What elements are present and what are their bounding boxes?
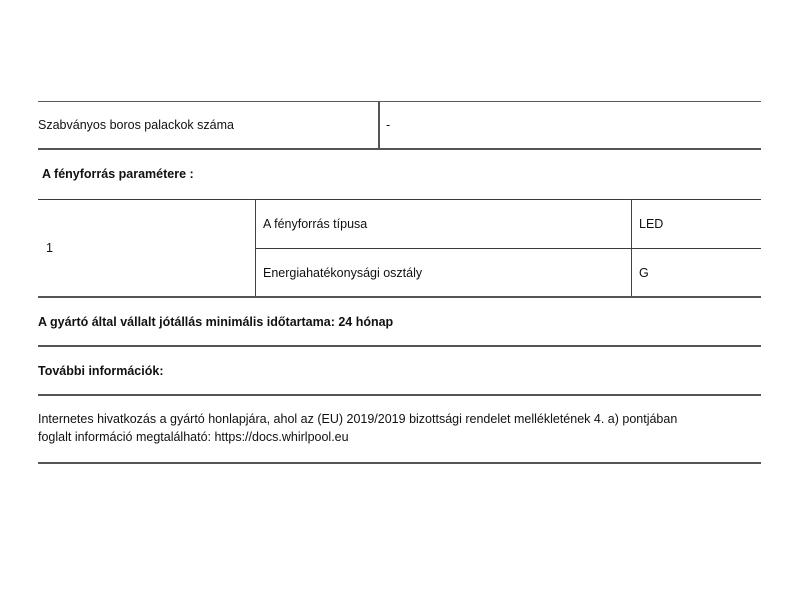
light-source-index: 1 (46, 241, 53, 255)
document-bottom-border (38, 462, 761, 464)
light-source-inner-border (255, 248, 761, 249)
additional-info-line-2-prefix: foglalt információ megtalálható: (38, 430, 215, 444)
wine-bottles-label: Szabványos boros palackok száma (38, 118, 234, 132)
light-source-table-top-border (38, 199, 761, 200)
table-top-border (38, 101, 761, 102)
additional-info-line-1: Internetes hivatkozás a gyártó honlapjára, ahol az (EU) 2019/2019 bizottsági rendelet mellékletének 4. a) pontjában (38, 412, 678, 426)
wine-bottles-bottom-border (38, 148, 761, 150)
warranty-text: A gyártó által vállalt jótállás minimális időtartama: 24 hónap (38, 315, 394, 329)
light-source-type-value: LED (639, 217, 664, 231)
energy-class-label: Energiahatékonysági osztály (263, 266, 423, 280)
wine-bottles-column-divider (378, 101, 380, 149)
additional-info-title-bottom-border (38, 394, 761, 396)
additional-info-line-2 (38, 429, 349, 445)
light-source-type-label: A fényforrás típusa (263, 217, 368, 231)
warranty-bottom-border (38, 345, 761, 347)
manufacturer-website-link[interactable]: https://docs.whirlpool.eu (214, 430, 349, 444)
energy-class-value: G (639, 266, 649, 280)
light-source-title: A fényforrás paramétere : (42, 167, 194, 181)
wine-bottles-value: - (386, 118, 391, 132)
additional-info-title: További információk: (38, 364, 164, 378)
light-source-table-bottom-border (38, 296, 761, 298)
